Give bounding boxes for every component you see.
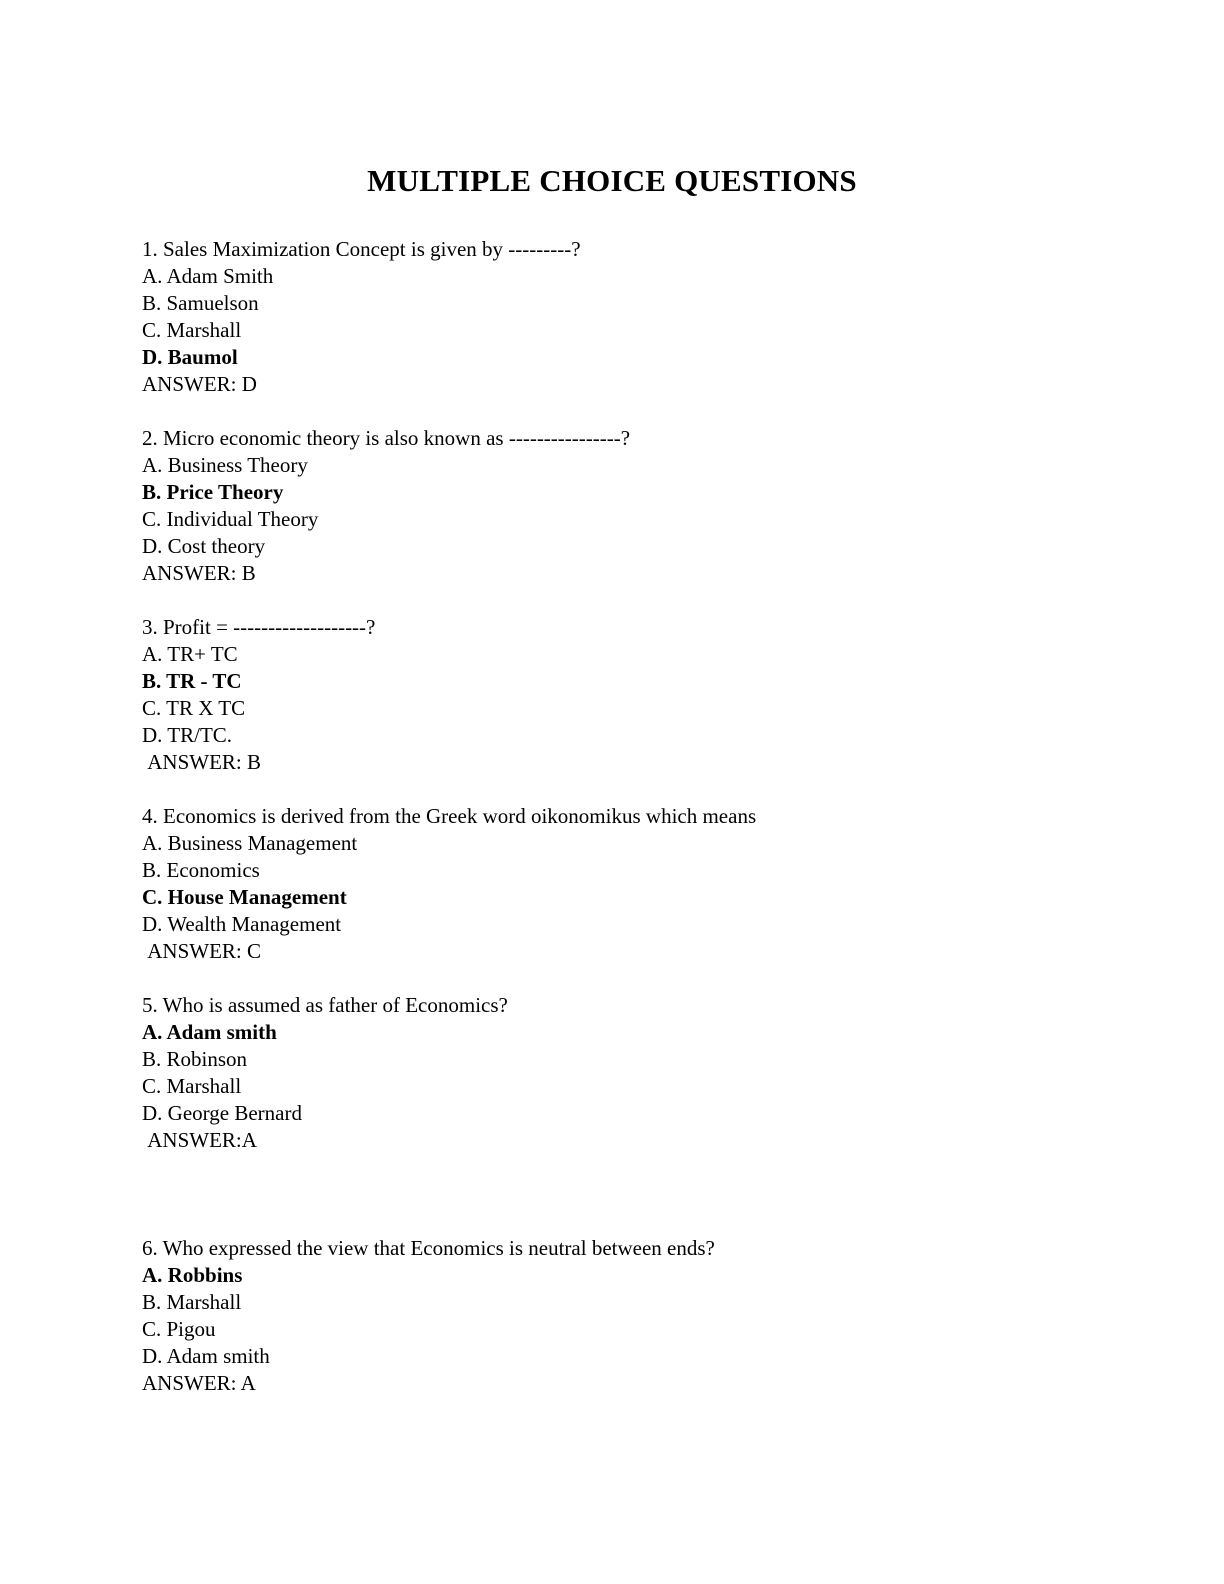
answer-line: ANSWER: D bbox=[142, 372, 257, 396]
option-line: C. Pigou bbox=[142, 1317, 216, 1341]
option-line: C. Individual Theory bbox=[142, 507, 319, 531]
answer-line: ANSWER: A bbox=[142, 1371, 256, 1395]
question-text: 5. Who is assumed as father of Economics? bbox=[142, 993, 508, 1017]
question-text: 6. Who expressed the view that Economics is neutral between ends? bbox=[142, 1236, 715, 1260]
question-text: 2. Micro economic theory is also known as ----------------? bbox=[142, 426, 631, 450]
option-line: B. Marshall bbox=[142, 1290, 242, 1314]
option-line: A. Business Management bbox=[142, 831, 358, 855]
questions-container bbox=[142, 236, 1164, 1424]
option-line: C. TR X TC bbox=[142, 696, 246, 720]
option-line: A. Robbins bbox=[142, 1263, 243, 1287]
option-line: A. Business Theory bbox=[142, 453, 308, 477]
option-line: C. House Management bbox=[142, 885, 347, 909]
page-title: MULTIPLE CHOICE QUESTIONS bbox=[367, 163, 857, 198]
option-line: B. TR - TC bbox=[142, 669, 242, 693]
option-line: A. TR+ TC bbox=[142, 642, 238, 666]
question-block bbox=[142, 803, 1164, 965]
question-block bbox=[142, 992, 1164, 1154]
question-block bbox=[142, 236, 1164, 398]
option-line: A. Adam Smith bbox=[142, 264, 274, 288]
option-line: B. Price Theory bbox=[142, 480, 284, 504]
option-line: B. Robinson bbox=[142, 1047, 248, 1071]
option-line: D. Cost theory bbox=[142, 534, 266, 558]
question-block bbox=[142, 425, 1164, 587]
question-block bbox=[142, 1235, 1164, 1397]
answer-line: ANSWER: C bbox=[142, 939, 262, 963]
option-line: D. Wealth Management bbox=[142, 912, 342, 936]
question-text: 1. Sales Maximization Concept is given by ---------? bbox=[142, 237, 581, 261]
answer-line: ANSWER: B bbox=[142, 561, 256, 585]
question-block bbox=[142, 614, 1164, 776]
answer-line: ANSWER: B bbox=[142, 750, 262, 774]
option-line: D. Adam smith bbox=[142, 1344, 270, 1368]
option-line: B. Economics bbox=[142, 858, 260, 882]
option-line: C. Marshall bbox=[142, 318, 242, 342]
option-line: D. TR/TC. bbox=[142, 723, 233, 747]
option-line: A. Adam smith bbox=[142, 1020, 277, 1044]
option-line: C. Marshall bbox=[142, 1074, 242, 1098]
question-text: 4. Economics is derived from the Greek word oikonomikus which means bbox=[142, 804, 757, 828]
option-line: D. George Bernard bbox=[142, 1101, 302, 1125]
option-line: B. Samuelson bbox=[142, 291, 259, 315]
answer-line: ANSWER:A bbox=[142, 1128, 257, 1152]
question-text: 3. Profit = -------------------? bbox=[142, 615, 376, 639]
option-line: D. Baumol bbox=[142, 345, 238, 369]
